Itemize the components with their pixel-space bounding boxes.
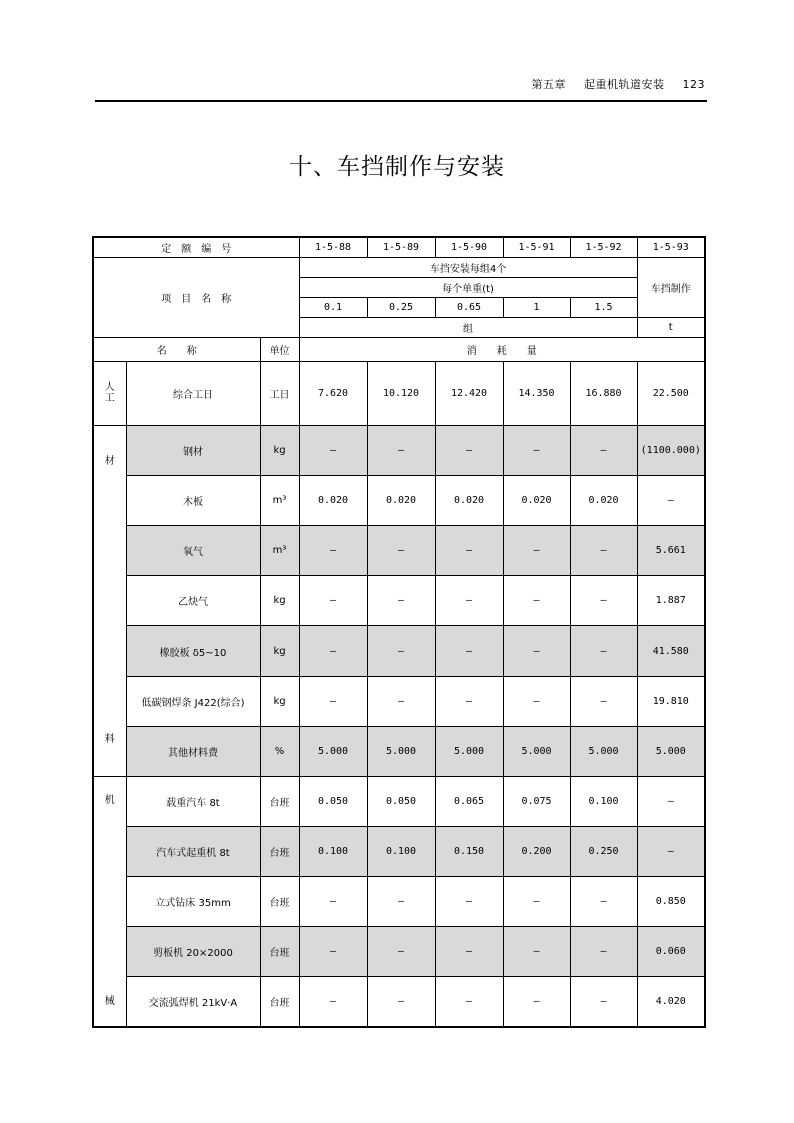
item-value: 0.250: [570, 826, 637, 876]
item-name: 氧气: [126, 526, 260, 576]
weight-value: 1.5: [570, 297, 637, 317]
item-value: —: [299, 977, 367, 1027]
material-category-char: 材: [104, 456, 115, 468]
labor-category: [93, 361, 126, 425]
weight-value: 0.1: [299, 297, 367, 317]
page-number: 123: [682, 78, 705, 91]
code-1-5-89: 1-5-89: [367, 237, 435, 257]
item-value: —: [637, 776, 705, 826]
item-value: —: [435, 927, 503, 977]
item-value: 0.200: [503, 826, 570, 876]
item-value: 5.000: [367, 726, 435, 776]
code-1-5-93: 1-5-93: [637, 237, 705, 257]
item-value: —: [503, 877, 570, 927]
item-name: 立式钻床 35mm: [126, 877, 260, 927]
item-name: 交流弧焊机 21kV·A: [126, 977, 260, 1027]
item-value: —: [435, 526, 503, 576]
item-value: —: [570, 526, 637, 576]
item-value: 0.065: [435, 776, 503, 826]
item-value: (1100.000): [637, 425, 705, 475]
machine-category-char: 械: [104, 996, 115, 1008]
item-name: 钢材: [126, 425, 260, 475]
item-value: —: [435, 425, 503, 475]
item-value: —: [299, 425, 367, 475]
item-value: 0.020: [367, 476, 435, 526]
quota-table: [92, 236, 706, 1028]
table-row: [93, 977, 705, 1027]
item-value: 0.020: [299, 476, 367, 526]
item-name: 汽车式起重机 8t: [126, 826, 260, 876]
code-label: 定 额 编 号: [93, 237, 299, 257]
running-header: [95, 76, 705, 92]
item-value: —: [570, 676, 637, 726]
table-row: [93, 826, 705, 876]
labor-category-char: 工: [104, 393, 115, 405]
item-value: 0.100: [570, 776, 637, 826]
item-value: —: [637, 826, 705, 876]
item-value: 5.000: [435, 726, 503, 776]
item-value: 0.850: [637, 877, 705, 927]
item-value: 41.580: [637, 626, 705, 676]
item-value: 5.661: [637, 526, 705, 576]
table-row: [93, 776, 705, 826]
item-value: 0.020: [503, 476, 570, 526]
code-1-5-91: 1-5-91: [503, 237, 570, 257]
item-value: —: [570, 576, 637, 626]
item-value: —: [299, 927, 367, 977]
item-value: —: [503, 927, 570, 977]
item-value: —: [299, 877, 367, 927]
code-1-5-92: 1-5-92: [570, 237, 637, 257]
item-value: —: [637, 476, 705, 526]
item-value: —: [435, 576, 503, 626]
weight-value: 1: [503, 297, 570, 317]
chapter-label: 第五章: [531, 78, 566, 91]
section-label: 起重机轨道安装: [584, 78, 665, 91]
item-value: —: [435, 977, 503, 1027]
table-row: [93, 257, 705, 277]
unit-weight-label: 每个单重(t): [299, 277, 637, 297]
item-name: 综合工日: [126, 361, 260, 425]
item-value: —: [299, 676, 367, 726]
weight-value: 0.65: [435, 297, 503, 317]
item-value: —: [503, 425, 570, 475]
item-value: 0.020: [435, 476, 503, 526]
table-row: [93, 476, 705, 526]
item-value: —: [367, 425, 435, 475]
item-value: 0.150: [435, 826, 503, 876]
name-column-label: 名 称: [93, 337, 260, 361]
table-row: [93, 576, 705, 626]
table-row: [93, 927, 705, 977]
table-row: [93, 877, 705, 927]
item-unit: kg: [260, 676, 299, 726]
table-row: [93, 425, 705, 475]
code-1-5-90: 1-5-90: [435, 237, 503, 257]
item-value: 0.020: [570, 476, 637, 526]
table-row: [93, 237, 705, 257]
item-value: —: [570, 977, 637, 1027]
item-value: —: [299, 626, 367, 676]
code-1-5-88: 1-5-88: [299, 237, 367, 257]
item-value: —: [435, 626, 503, 676]
item-unit: 台班: [260, 877, 299, 927]
item-value: 5.000: [570, 726, 637, 776]
item-value: —: [367, 676, 435, 726]
item-unit: kg: [260, 425, 299, 475]
header-rule: [95, 100, 707, 102]
labor-category-char: 人: [104, 381, 115, 393]
item-value: —: [570, 927, 637, 977]
item-value: —: [503, 576, 570, 626]
table-row: [93, 626, 705, 676]
item-value: 0.050: [367, 776, 435, 826]
install-group-label: 车挡安装每组4个: [299, 257, 637, 277]
item-name: 橡胶板 δ5~10: [126, 626, 260, 676]
table-row: [93, 526, 705, 576]
table-row: [93, 361, 705, 425]
page-title: 十、车挡制作与安装: [289, 154, 505, 180]
item-value: 14.350: [503, 361, 570, 425]
item-name: 低碳钢焊条 J422(综合): [126, 676, 260, 726]
table-row: [93, 676, 705, 726]
item-value: 7.620: [299, 361, 367, 425]
item-unit: 工日: [260, 361, 299, 425]
item-unit: 台班: [260, 927, 299, 977]
item-value: —: [367, 877, 435, 927]
machine-category-char: 机: [104, 794, 115, 806]
item-unit: 台班: [260, 776, 299, 826]
item-unit: kg: [260, 576, 299, 626]
item-name: 木板: [126, 476, 260, 526]
item-value: 19.810: [637, 676, 705, 726]
material-category-char: 料: [104, 733, 115, 745]
item-value: 1.887: [637, 576, 705, 626]
item-value: 0.100: [299, 826, 367, 876]
item-value: —: [570, 877, 637, 927]
item-value: —: [367, 977, 435, 1027]
unit-group: 组: [299, 317, 637, 337]
item-value: 0.060: [637, 927, 705, 977]
item-value: —: [367, 576, 435, 626]
item-unit: m³: [260, 526, 299, 576]
item-value: —: [503, 977, 570, 1027]
fabrication-label: 车挡制作: [637, 257, 705, 317]
item-value: 10.120: [367, 361, 435, 425]
item-name: 乙炔气: [126, 576, 260, 626]
item-value: 5.000: [299, 726, 367, 776]
item-value: —: [503, 526, 570, 576]
unit-column-label: 单位: [260, 337, 299, 361]
item-value: —: [367, 927, 435, 977]
item-value: 5.000: [503, 726, 570, 776]
item-value: —: [435, 877, 503, 927]
item-value: —: [299, 576, 367, 626]
item-name: 其他材料费: [126, 726, 260, 776]
table-row: [93, 337, 705, 361]
item-value: —: [503, 676, 570, 726]
machine-category: [93, 776, 126, 1027]
table-row: [93, 726, 705, 776]
item-value: —: [367, 526, 435, 576]
consumption-label: 消 耗 量: [299, 337, 705, 361]
unit-t: t: [637, 317, 705, 337]
item-unit: 台班: [260, 826, 299, 876]
item-value: 0.050: [299, 776, 367, 826]
item-name: 载重汽车 8t: [126, 776, 260, 826]
item-value: 4.020: [637, 977, 705, 1027]
item-value: —: [503, 626, 570, 676]
item-unit: 台班: [260, 977, 299, 1027]
material-category: [93, 425, 126, 776]
item-value: —: [570, 425, 637, 475]
item-value: —: [570, 626, 637, 676]
item-value: 16.880: [570, 361, 637, 425]
item-value: 22.500: [637, 361, 705, 425]
item-value: 5.000: [637, 726, 705, 776]
item-value: 0.100: [367, 826, 435, 876]
item-unit: kg: [260, 626, 299, 676]
item-unit: %: [260, 726, 299, 776]
item-name: 剪板机 20×2000: [126, 927, 260, 977]
item-value: —: [367, 626, 435, 676]
weight-value: 0.25: [367, 297, 435, 317]
item-unit: m³: [260, 476, 299, 526]
item-value: —: [299, 526, 367, 576]
item-value: 0.075: [503, 776, 570, 826]
item-name-label: 项 目 名 称: [93, 257, 299, 337]
item-value: 12.420: [435, 361, 503, 425]
item-value: —: [435, 676, 503, 726]
